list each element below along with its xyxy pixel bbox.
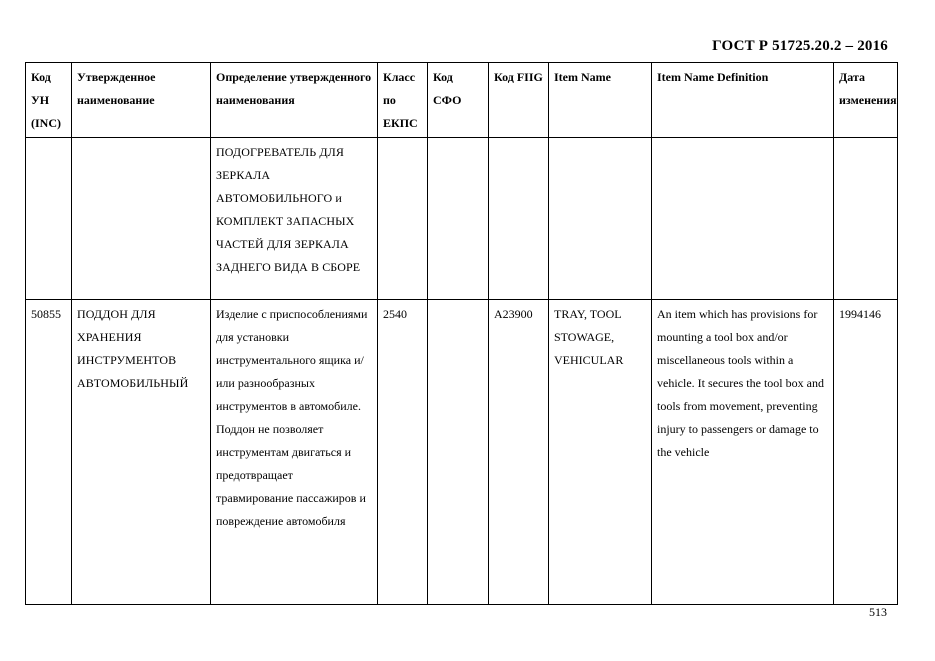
cell-sfo-code bbox=[428, 300, 489, 605]
cell-change-date: 1994146 bbox=[834, 300, 898, 605]
cell-inc: 50855 bbox=[26, 300, 72, 605]
cell-ekps-class: 2540 bbox=[378, 300, 428, 605]
col-header-approved-name: Утвержденное наименование bbox=[72, 63, 211, 138]
cell-fiig-code bbox=[489, 138, 549, 300]
cell-change-date bbox=[834, 138, 898, 300]
cell-item-name: TRAY, TOOL STOWAGE, VEHICULAR bbox=[549, 300, 652, 605]
item-names-table bbox=[25, 62, 898, 605]
cell-ekps-class bbox=[378, 138, 428, 300]
table-row bbox=[26, 300, 898, 605]
cell-sfo-code bbox=[428, 138, 489, 300]
cell-definition: Изделие с приспособлениями для установки инструментального ящика и/или разнообразных инструментов в автомобиле. Поддон не позволяет инструментам двигаться и предотвращает травмирование пассажиров и повреждение автомобиля bbox=[211, 300, 378, 605]
document-standard-code: ГОСТ Р 51725.20.2 – 2016 bbox=[712, 38, 888, 54]
cell-item-name bbox=[549, 138, 652, 300]
cell-approved-name bbox=[72, 138, 211, 300]
table-header-row bbox=[26, 63, 898, 138]
col-header-change-date: Дата изменения bbox=[834, 63, 898, 138]
col-header-definition: Определение утвержденного наименования bbox=[211, 63, 378, 138]
cell-fiig-code: A23900 bbox=[489, 300, 549, 605]
cell-inc bbox=[26, 138, 72, 300]
cell-item-name-definition: An item which has provisions for mounting a tool box and/or miscellaneous tools within a vehicle. It secures the tool box and tools from movement, preventing injury to passengers or damage to the vehicle bbox=[652, 300, 834, 605]
table-row bbox=[26, 138, 898, 300]
cell-definition: ПОДОГРЕВАТЕЛЬ ДЛЯ ЗЕРКАЛА АВТОМОБИЛЬНОГО и КОМПЛЕКТ ЗАПАСНЫХ ЧАСТЕЙ ДЛЯ ЗЕРКАЛА ЗАДНЕГО ВИДА В СБОРЕ bbox=[211, 138, 378, 300]
col-header-fiig-code: Код FIIG bbox=[489, 63, 549, 138]
col-header-item-name: Item Name bbox=[549, 63, 652, 138]
col-header-sfo-code: Код СФО bbox=[428, 63, 489, 138]
col-header-inc: Код УН (INC) bbox=[26, 63, 72, 138]
col-header-item-name-definition: Item Name Definition bbox=[652, 63, 834, 138]
col-header-ekps-class: Класс по ЕКПС bbox=[378, 63, 428, 138]
page-number: 513 bbox=[869, 605, 887, 619]
cell-approved-name: ПОДДОН ДЛЯ ХРАНЕНИЯ ИНСТРУМЕНТОВ АВТОМОБИЛЬНЫЙ bbox=[72, 300, 211, 605]
cell-item-name-definition bbox=[652, 138, 834, 300]
